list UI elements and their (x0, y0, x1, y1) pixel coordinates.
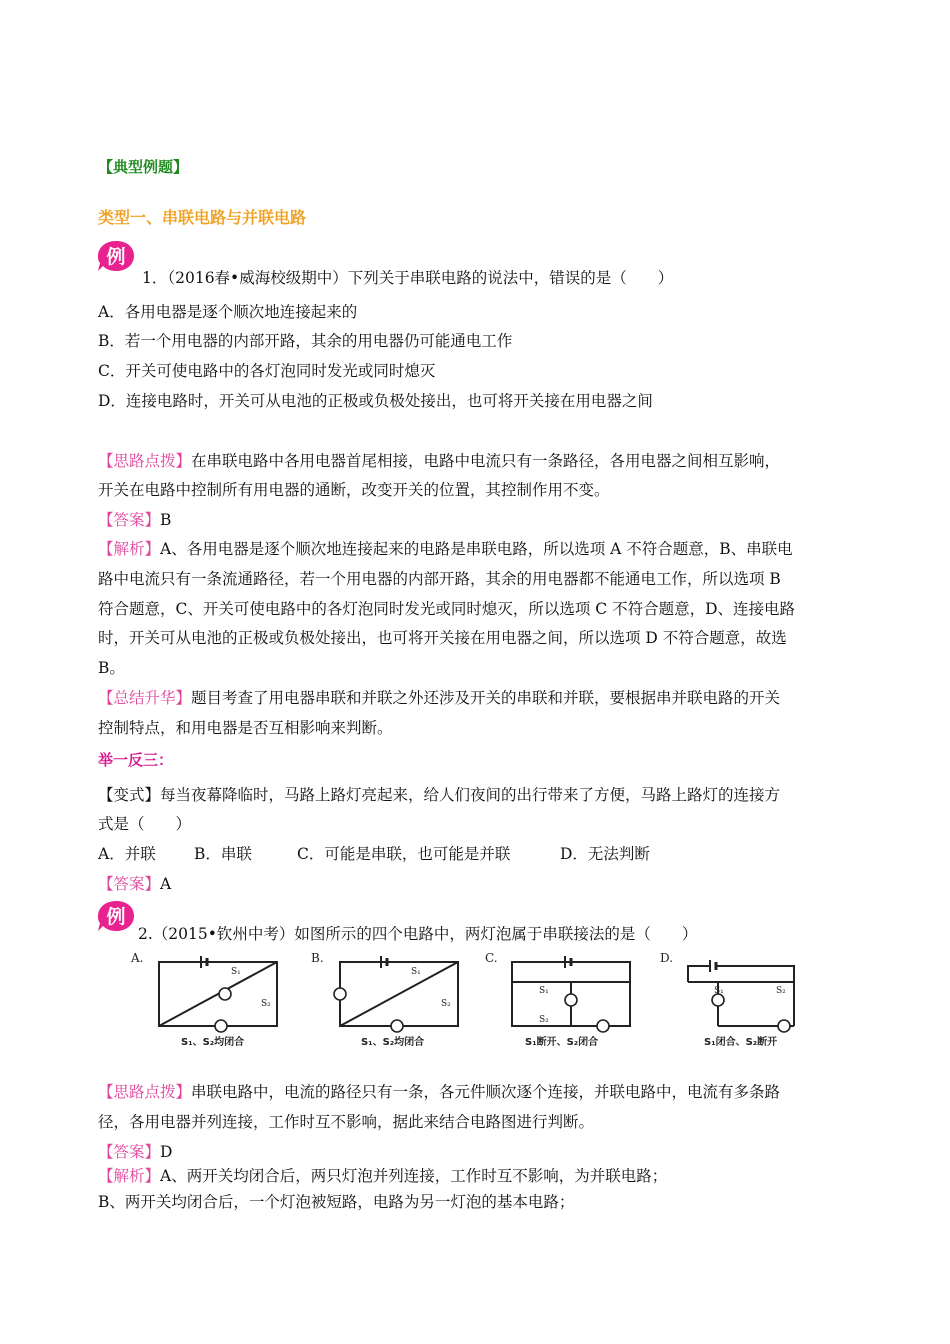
q1-answer-value: B (160, 511, 172, 529)
example-badge-icon (96, 898, 136, 934)
circuit-c-s1: S₁ (539, 986, 549, 996)
q1-answer-tag: 【答案】 (98, 511, 161, 529)
circuit-c-s2: S₂ (539, 1015, 549, 1025)
variant-option-c: C．可能是串联，也可能是并联 (297, 845, 511, 863)
circuit-c-label: C. (485, 951, 498, 965)
variant-option-d: D．无法判断 (560, 845, 650, 863)
q2-stem: 2.（2015•钦州中考）如图所示的四个电路中，两灯泡属于串联接法的是（ ） (138, 925, 698, 943)
example-badge-icon (96, 238, 136, 274)
section-heading: 【典型例题】 (98, 158, 189, 176)
circuit-a-s2: S₂ (261, 999, 271, 1009)
variant-heading: 举一反三： (98, 751, 174, 769)
q1-hint-text: 在串联电路中各用电器首尾相接，电路中电流只有一条路径，各用电器之间相互影响， (191, 452, 781, 470)
q1-answer (98, 510, 171, 530)
q1-analysis-line-4: 时，开关可从电池的正极或负极处接出，也可将开关接在用电器之间，所以选项 D 不符合题意，故选 (98, 629, 787, 647)
q2-analysis-line-1 (98, 1166, 667, 1186)
badge-char: 例 (106, 246, 126, 268)
circuit-b-s2: S₂ (441, 999, 451, 1009)
q2-answer (98, 1142, 172, 1162)
q2-analysis-text: A、两开关均闭合后，两只灯泡并列连接，工作时互不影响，为并联电路； (160, 1167, 668, 1185)
circuit-d-s1: S₁ (714, 986, 724, 996)
circuit-a-caption: S₁、S₂均闭合 (181, 1037, 245, 1048)
circuit-d-label: D. (660, 951, 674, 965)
circuit-d-diagram (658, 948, 808, 1052)
variant-option-a: A．并联 (98, 845, 156, 863)
circuit-d-caption: S₁闭合、S₂断开 (704, 1037, 778, 1048)
q2-hint-tag: 【思路点拨】 (98, 1083, 192, 1101)
variant-option-b: B．串联 (194, 845, 252, 863)
q1-analysis-tag: 【解析】 (98, 540, 161, 558)
variant-answer-tag: 【答案】 (98, 875, 161, 893)
q2-answer-tag: 【答案】 (98, 1143, 161, 1161)
q2-hint-line-1 (98, 1082, 780, 1102)
q1-analysis-text: A、各用电器是逐个顺次地连接起来的电路是串联电路，所以选项 A 不符合题意，B、串联电 (160, 540, 793, 558)
circuit-b-label: B. (311, 951, 324, 965)
q1-option-b: B．若一个用电器的内部开路，其余的用电器仍可能通电工作 (98, 332, 513, 350)
variant-text: 每当夜幕降临时，马路上路灯亮起来，给人们夜间的出行带来了方便，马路上路灯的连接方 (160, 786, 781, 804)
q2-analysis-line-2: B、两开关均闭合后，一个灯泡被短路，电路为另一灯泡的基本电路； (98, 1193, 575, 1211)
q1-hint-tag: 【思路点拨】 (98, 452, 192, 470)
q1-analysis-line-1 (98, 539, 793, 559)
q2-answer-value: D (160, 1143, 173, 1161)
q1-stem: 1．（2016春•威海校级期中）下列关于串联电路的说法中，错误的是（ ） (142, 269, 674, 287)
q1-analysis-line-3: 符合题意，C、开关可使电路中的各灯泡同时发光或同时熄灭，所以选项 C 不符合题意，D、连接电路 (98, 600, 796, 618)
circuit-d-s2: S₂ (776, 986, 786, 996)
q1-summary-line-2: 控制特点，和用电器是否互相影响来判断。 (98, 719, 393, 737)
q1-option-d: D．连接电路时，开关可从电池的正极或负极处接出，也可将开关接在用电器之间 (98, 392, 653, 410)
circuit-a-label: A. (131, 951, 144, 965)
type-title: 类型一、串联电路与并联电路 (98, 208, 307, 227)
q1-summary-text: 题目考查了用电器串联和并联之外还涉及开关的串联和并联，要根据串并联电路的开关 (191, 689, 781, 707)
circuit-b-s1: S₁ (411, 967, 421, 977)
badge-char: 例 (106, 906, 126, 928)
circuit-diagrams (125, 948, 645, 1052)
variant-answer-value: A (160, 875, 172, 893)
circuit-a-s1: S₁ (231, 967, 241, 977)
q1-analysis-line-2: 路中电流只有一条流通路径，若一个用电器的内部开路，其余的用电器都不能通电工作，所以选项 B (98, 570, 781, 588)
q1-hint-line-1 (98, 451, 780, 471)
variant-answer (98, 874, 171, 894)
q2-hint-text: 串联电路中，电流的路径只有一条，各元件顺次逐个连接，并联电路中，电流有多条路 (191, 1083, 781, 1101)
variant-line-1 (98, 785, 780, 805)
q2-analysis-tag: 【解析】 (98, 1167, 161, 1185)
circuit-b-caption: S₁、S₂均闭合 (361, 1037, 425, 1048)
q1-summary-tag: 【总结升华】 (98, 689, 192, 707)
q1-option-a: A．各用电器是逐个顺次地连接起来的 (98, 303, 358, 321)
q1-hint-line-2: 开关在电路中控制所有用电器的通断，改变开关的位置，其控制作用不变。 (98, 481, 610, 499)
variant-line-2: 式是（ ） (98, 815, 192, 833)
q1-summary-line-1 (98, 688, 780, 708)
q1-analysis-line-5: B。 (98, 659, 125, 677)
q1-option-c: C．开关可使电路中的各灯泡同时发光或同时熄灭 (98, 362, 436, 380)
circuit-c-caption: S₁断开、S₂闭合 (525, 1037, 599, 1048)
variant-tag: 【变式】 (98, 786, 161, 804)
q2-hint-line-2: 径，各用电器并列连接，工作时互不影响，据此来结合电路图进行判断。 (98, 1113, 595, 1131)
